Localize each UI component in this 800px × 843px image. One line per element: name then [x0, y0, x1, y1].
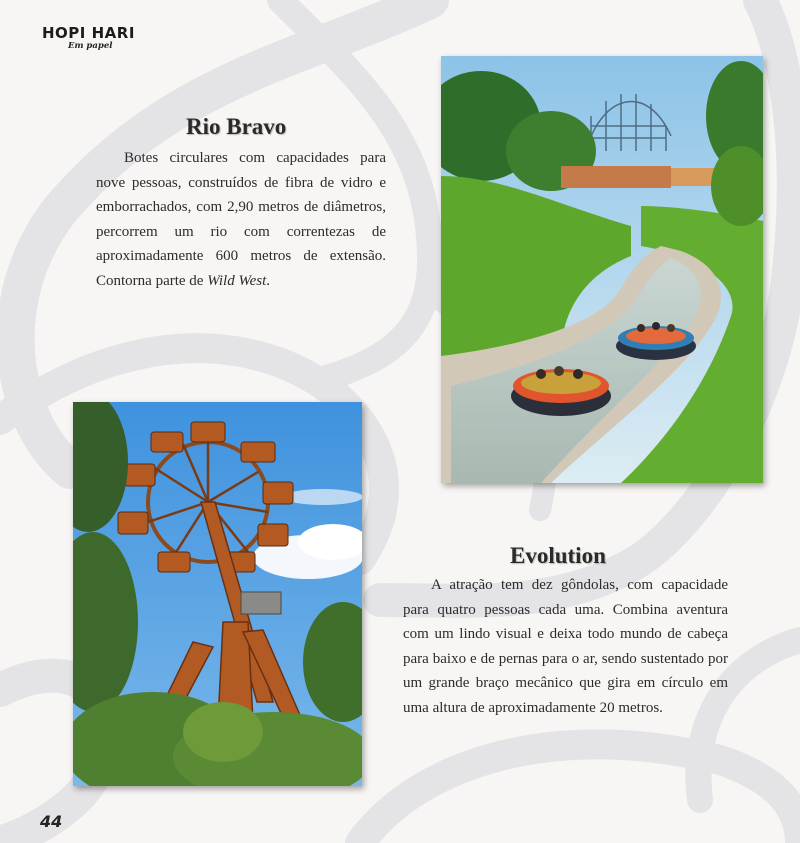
brand-logo: [42, 24, 135, 51]
brand-subtitle: Em papel: [68, 41, 113, 51]
evolution-description: A atração tem dez gôndolas, com capacidade para quatro pessoas cada uma. Combina aventura com um lindo visual e deixa todo mundo de cabeça para baixo e de pernas para o ar, sendo sustentado por um grande braço mecânico que gira em círculo em uma altura de aproximadamente 20 metros.: [403, 577, 728, 716]
evolution-photo: [73, 402, 362, 786]
rio-bravo-photo: [441, 56, 763, 483]
brand-title: HOPI HARI: [42, 24, 135, 42]
rio-bravo-description: Botes circulares com capacidades para nove pessoas, construídos de fibra de vidro e emborrachados, com 2,90 metros de diâmetros, percorrem um rio com correntezas de aproximadamente 600 metros de extensão. Contorna parte de Wild West.: [96, 150, 386, 289]
page-number: 44: [40, 812, 63, 831]
rio-bravo-title: Rio Bravo: [186, 114, 287, 139]
evolution-title: Evolution: [510, 543, 606, 568]
